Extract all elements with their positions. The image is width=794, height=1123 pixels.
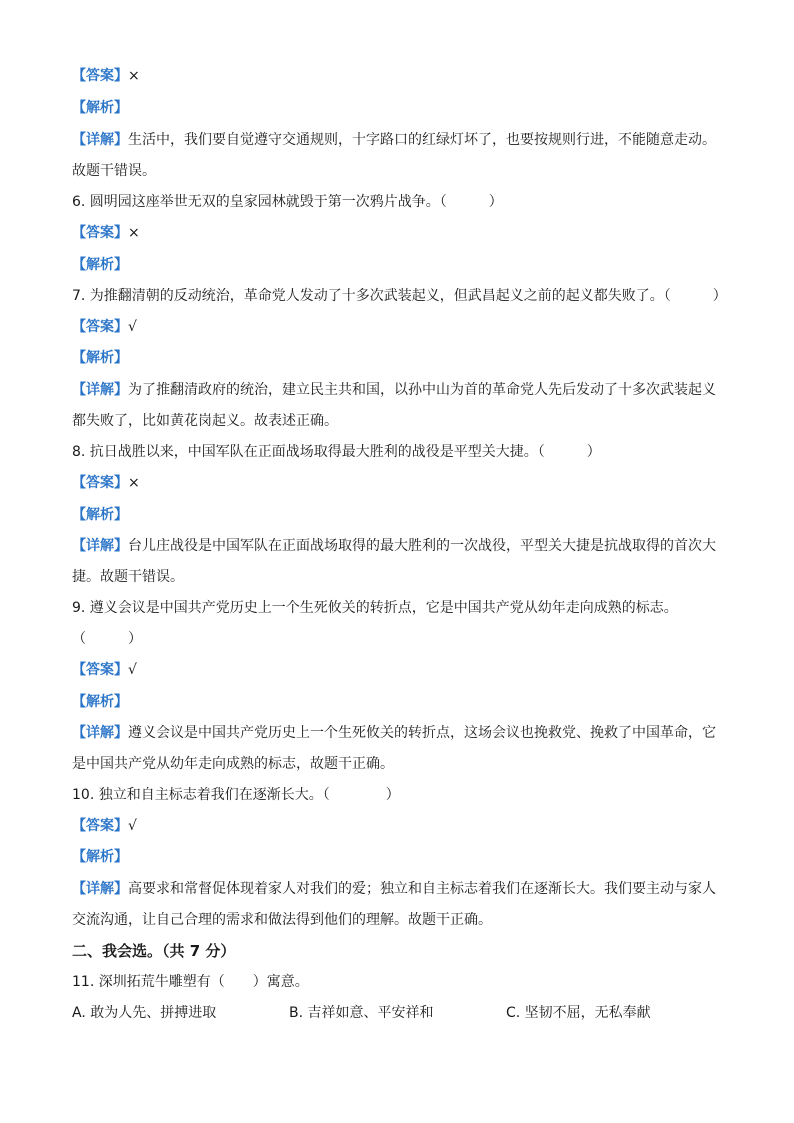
detail-text: 高要求和常督促体现着家人对我们的爱；独立和自主标志着我们在逐渐长大。我们要主动与家人 xyxy=(128,881,716,897)
answer-line xyxy=(72,223,140,243)
detail-text: 生活中，我们要自觉遵守交通规则，十字路口的红绿灯坏了，也要按规则行进，不能随意走动。 xyxy=(128,132,716,148)
question-9: 9. 遵义会议是中国共产党历史上一个生死攸关的转折点，它是中国共产党从幼年走向成熟的标志。 xyxy=(72,600,678,616)
detail-line xyxy=(72,879,716,899)
detail-line xyxy=(72,723,716,743)
detail-label: 【详解】 xyxy=(72,881,128,897)
detail-label: 【详解】 xyxy=(72,132,128,148)
detail-line xyxy=(72,536,716,556)
analysis-label: 【解析】 xyxy=(72,507,128,523)
answer-value: × xyxy=(128,225,140,241)
detail-line xyxy=(72,130,716,150)
analysis-line xyxy=(72,692,128,712)
question-7: 7. 为推翻清朝的反动统治，革命党人发动了十多次武装起义，但武昌起义之前的起义都失败了。（ ） xyxy=(72,288,727,304)
analysis-label: 【解析】 xyxy=(72,100,128,116)
analysis-label: 【解析】 xyxy=(72,350,128,366)
analysis-line xyxy=(72,255,128,275)
answer-line xyxy=(72,317,137,337)
detail-label: 【详解】 xyxy=(72,725,128,741)
analysis-line xyxy=(72,505,128,525)
option-c: C. 坚韧不屈，无私奉献 xyxy=(506,1005,651,1021)
analysis-line xyxy=(72,847,128,867)
question-6: 6. 圆明园这座举世无双的皇家园林就毁于第一次鸦片战争。（ ） xyxy=(72,194,503,210)
detail-text-cont: 故题干错误。 xyxy=(72,163,156,179)
answer-line xyxy=(72,816,137,836)
answer-value: √ xyxy=(128,319,137,335)
answer-value: × xyxy=(128,68,140,84)
detail-text-cont: 都失败了，比如黄花岗起义。故表述正确。 xyxy=(72,413,338,429)
detail-text-cont: 交流沟通，让自己合理的需求和做法得到他们的理解。故题干正确。 xyxy=(72,912,492,928)
detail-text: 遵义会议是中国共产党历史上一个生死攸关的转折点，这场会议也挽救党、挽救了中国革命，它 xyxy=(128,725,716,741)
answer-line xyxy=(72,473,140,493)
analysis-line xyxy=(72,348,128,368)
question-11: 11. 深圳拓荒牛雕塑有（ ）寓意。 xyxy=(72,974,309,990)
question-10: 10. 独立和自主标志着我们在逐渐长大。（ ） xyxy=(72,787,400,803)
answer-label: 【答案】 xyxy=(72,818,128,834)
detail-text-cont: 捷。故题干错误。 xyxy=(72,569,184,585)
detail-line xyxy=(72,380,716,400)
answer-label: 【答案】 xyxy=(72,319,128,335)
detail-label: 【详解】 xyxy=(72,538,128,554)
detail-text: 台儿庄战役是中国军队在正面战场取得的最大胜利的一次战役，平型关大捷是抗战取得的首次大 xyxy=(128,538,716,554)
analysis-label: 【解析】 xyxy=(72,257,128,273)
answer-value: √ xyxy=(128,818,137,834)
answer-line xyxy=(72,66,140,86)
answer-label: 【答案】 xyxy=(72,68,128,84)
question-9-paren: （ ） xyxy=(72,631,142,647)
detail-text-cont: 是中国共产党从幼年走向成熟的标志，故题干正确。 xyxy=(72,756,394,772)
answer-label: 【答案】 xyxy=(72,662,128,678)
answer-label: 【答案】 xyxy=(72,225,128,241)
answer-value: × xyxy=(128,475,140,491)
analysis-line xyxy=(72,98,128,118)
question-8: 8. 抗日战胜以来，中国军队在正面战场取得最大胜利的战役是平型关大捷。（ ） xyxy=(72,444,601,460)
analysis-label: 【解析】 xyxy=(72,694,128,710)
detail-label: 【详解】 xyxy=(72,382,128,398)
analysis-label: 【解析】 xyxy=(72,849,128,865)
section-heading: 二、我会选。（共 7 分） xyxy=(72,942,236,960)
answer-value: √ xyxy=(128,662,137,678)
option-b: B. 吉祥如意、平安祥和 xyxy=(289,1005,434,1021)
option-a: A. 敢为人先、拼搏进取 xyxy=(72,1005,217,1021)
answer-line xyxy=(72,660,137,680)
detail-text: 为了推翻清政府的统治，建立民主共和国，以孙中山为首的革命党人先后发动了十多次武装起义 xyxy=(128,382,716,398)
answer-label: 【答案】 xyxy=(72,475,128,491)
